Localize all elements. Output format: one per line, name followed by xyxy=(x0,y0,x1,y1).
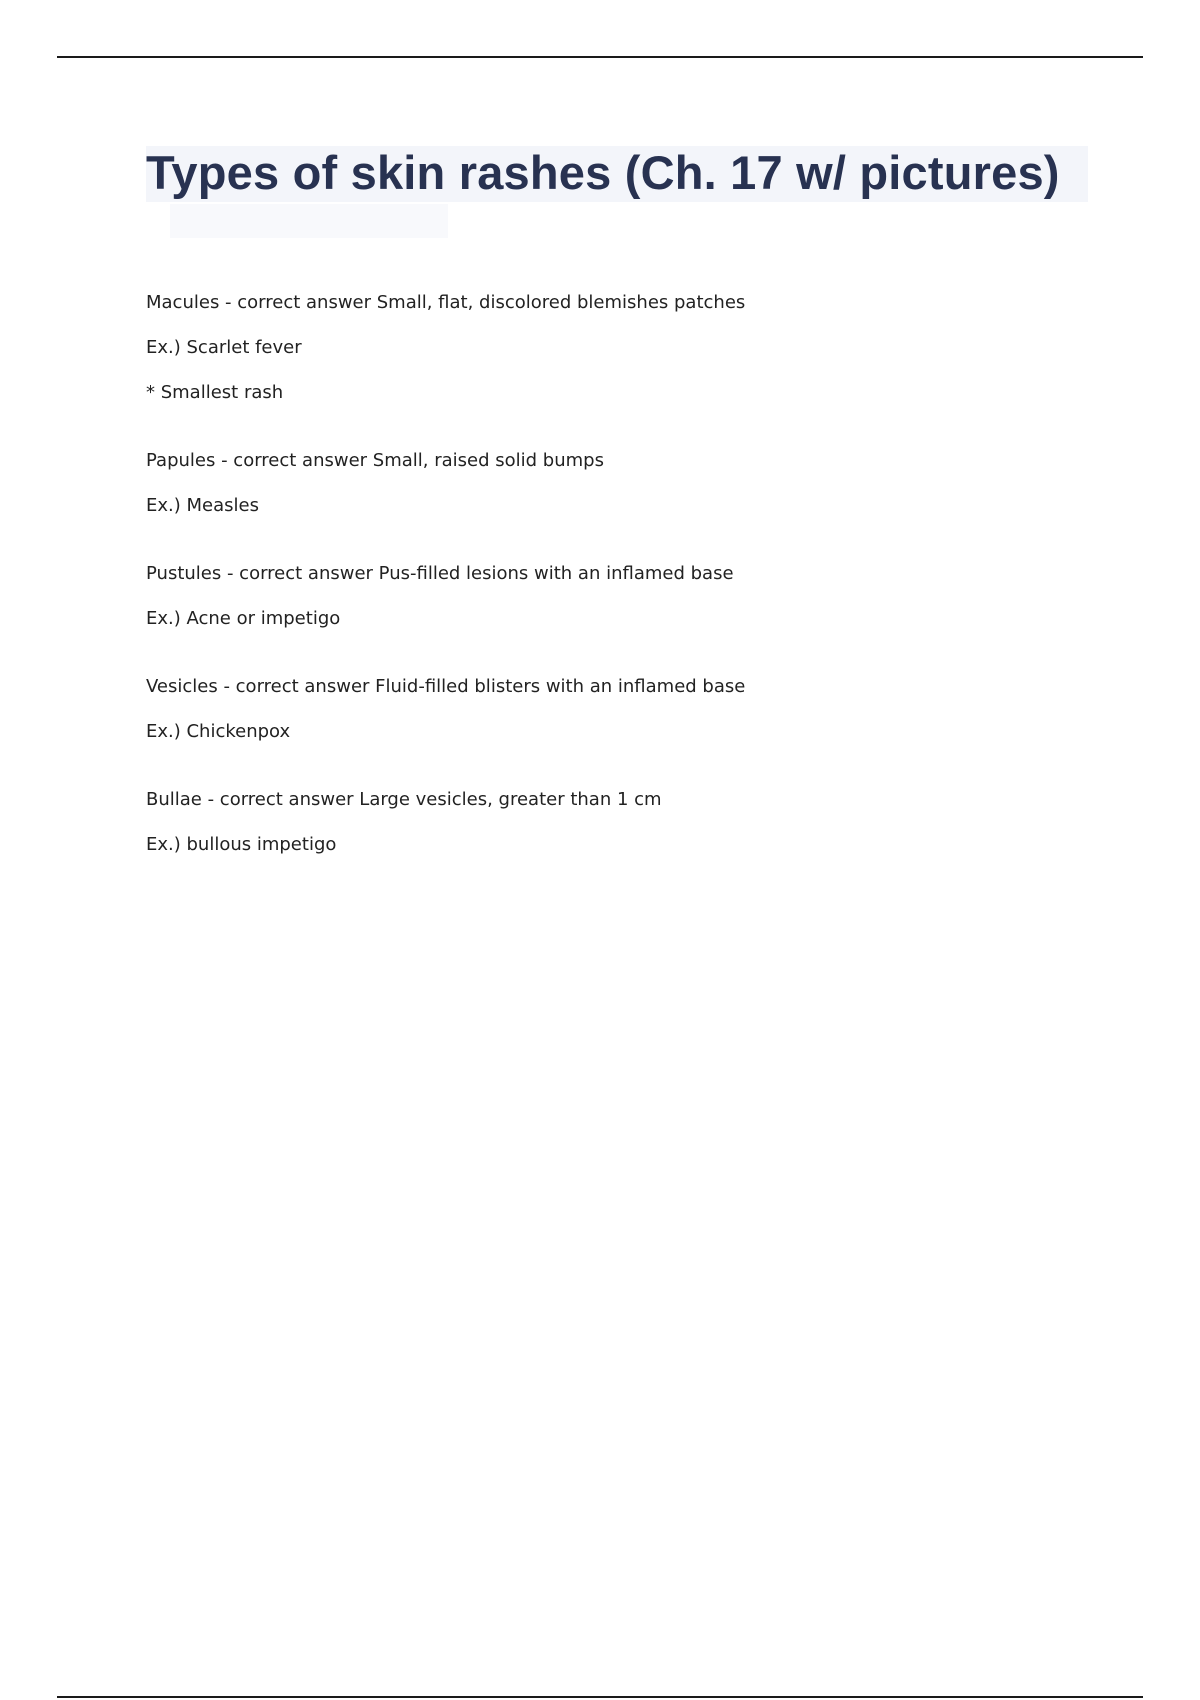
entry-papules xyxy=(146,450,1106,517)
entry-macules xyxy=(146,292,1106,404)
top-divider xyxy=(57,56,1143,58)
entry-term: Pustules - correct answer Pus-filled lesions with an inflamed base xyxy=(146,563,734,584)
entry-note: * Smallest rash xyxy=(146,382,284,403)
entry-term: Papules - correct answer Small, raised solid bumps xyxy=(146,450,604,471)
entry-pustules xyxy=(146,563,1106,630)
entry-term: Bullae - correct answer Large vesicles, greater than 1 cm xyxy=(146,789,662,810)
entry-example: Ex.) Chickenpox xyxy=(146,721,291,742)
document-body xyxy=(146,292,1106,902)
entry-term: Vesicles - correct answer Fluid-filled blisters with an inflamed base xyxy=(146,676,746,697)
entry-bullae xyxy=(146,789,1106,856)
page-title: Types of skin rashes (Ch. 17 w/ pictures) xyxy=(146,146,1060,199)
entry-term: Macules - correct answer Small, flat, discolored blemishes patches xyxy=(146,292,746,313)
entry-vesicles xyxy=(146,676,1106,743)
bottom-divider xyxy=(57,1696,1143,1698)
entry-example: Ex.) Scarlet fever xyxy=(146,337,302,358)
title-highlight-tail xyxy=(170,204,448,238)
entry-example: Ex.) Acne or impetigo xyxy=(146,608,341,629)
entry-example: Ex.) Measles xyxy=(146,495,259,516)
entry-example: Ex.) bullous impetigo xyxy=(146,834,337,855)
